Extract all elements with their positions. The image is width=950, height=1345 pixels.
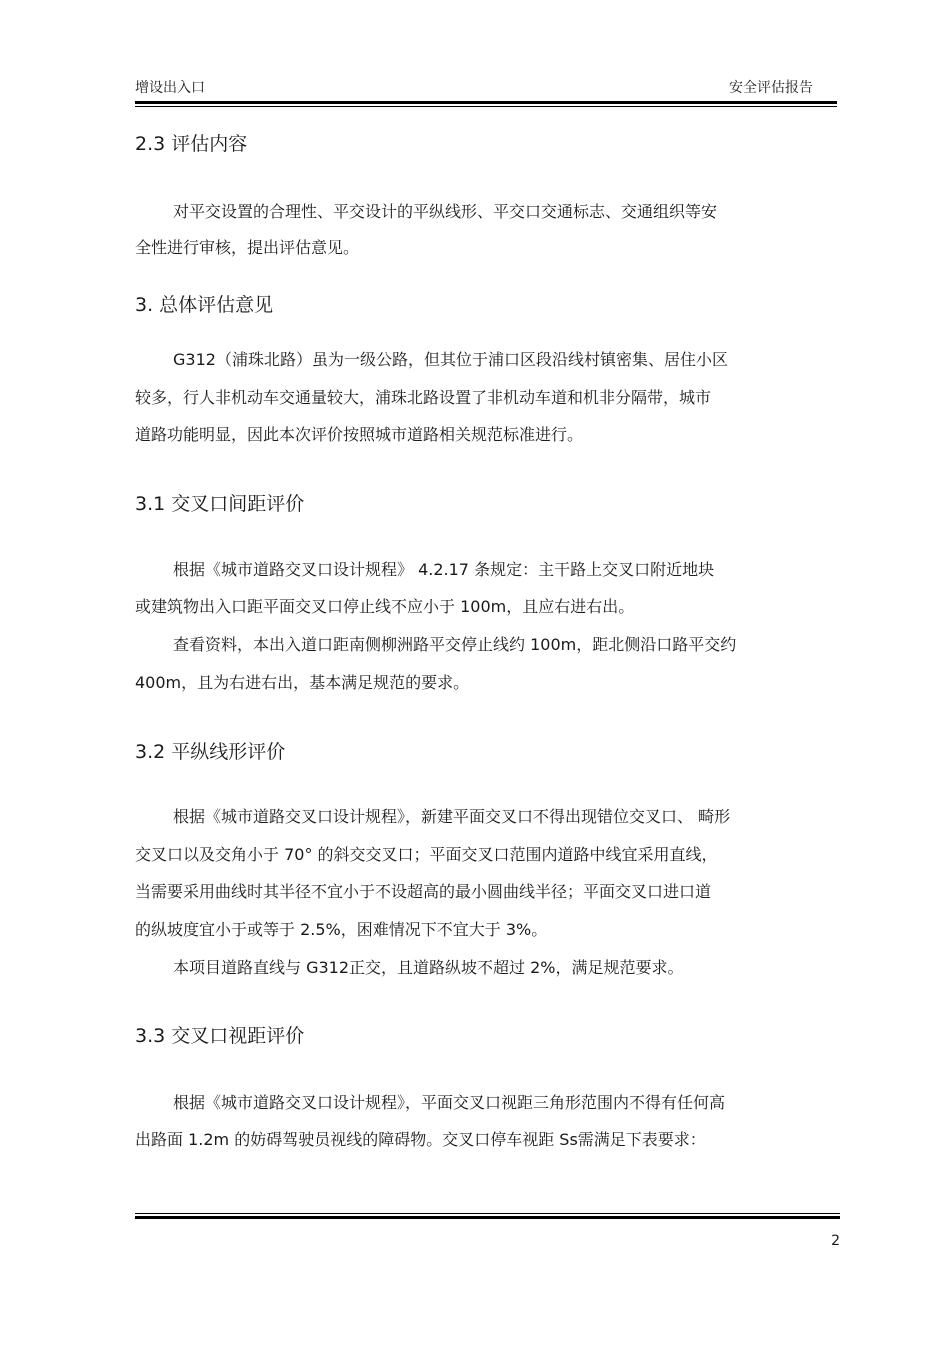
heading-3: 3. 总体评估意见	[135, 294, 274, 316]
header-rule-thin	[135, 106, 837, 107]
header-left-title: 增设出入口	[135, 80, 205, 96]
paragraph-line: 根据《城市道路交叉口设计规程》 4.2.17 条规定：主干路上交叉口附近地块	[173, 560, 715, 579]
header-right-title: 安全评估报告	[729, 80, 813, 96]
paragraph-line: 当需要采用曲线时其半径不宜小于不设超高的最小圆曲线半径；平面交叉口进口道	[135, 882, 712, 901]
paragraph-line: 或建筑物出入口距平面交叉口停止线不应小于 100m，且应右进右出。	[135, 597, 635, 616]
heading-3-1: 3.1 交叉口间距评价	[135, 493, 305, 515]
paragraph-line: 的纵坡度宜小于或等于 2.5%，困难情况下不宜大于 3%。	[135, 920, 548, 939]
header-rule-thick	[135, 101, 837, 104]
paragraph-line: 根据《城市道路交叉口设计规程》，平面交叉口视距三角形范围内不得有任何高	[173, 1093, 726, 1112]
paragraph-line: 400m，且为右进右出，基本满足规范的要求。	[135, 673, 470, 692]
heading-3-3: 3.3 交叉口视距评价	[135, 1025, 305, 1047]
paragraph-line: 较多，行人非机动车交通量较大，浦珠北路设置了非机动车道和机非分隔带，城市	[135, 388, 712, 407]
heading-3-2: 3.2 平纵线形评价	[135, 741, 286, 763]
paragraph-line: 出路面 1.2m 的妨碍驾驶员视线的障碍物。交叉口停车视距 Ss需满足下表要求：	[135, 1130, 706, 1149]
paragraph-line: 对平交设置的合理性、平交设计的平纵线形、平交口交通标志、交通组织等安	[173, 202, 718, 221]
footer-rule-thin	[135, 1213, 840, 1214]
paragraph-line: 根据《城市道路交叉口设计规程》，新建平面交叉口不得出现错位交叉口、 畸形	[173, 807, 731, 826]
footer-rule-thick	[135, 1216, 840, 1219]
paragraph-line: 本项目道路直线与 G312正交，且道路纵坡不超过 2%，满足规范要求。	[173, 958, 684, 977]
paragraph-line: 道路功能明显，因此本次评价按照城市道路相关规范标准进行。	[135, 425, 584, 444]
heading-2-3: 2.3 评估内容	[135, 133, 248, 155]
paragraph-line: 交叉口以及交角小于 70° 的斜交交叉口；平面交叉口范围内道路中线宜采用直线，	[135, 845, 718, 864]
page-number: 2	[831, 1233, 840, 1249]
paragraph-line: G312（浦珠北路）虽为一级公路，但其位于浦口区段沿线村镇密集、居住小区	[173, 350, 728, 369]
paragraph-line: 全性进行审核，提出评估意见。	[135, 238, 360, 257]
paragraph-line: 查看资料，本出入道口距南侧柳洲路平交停止线约 100m，距北侧沿口路平交约	[173, 635, 737, 654]
